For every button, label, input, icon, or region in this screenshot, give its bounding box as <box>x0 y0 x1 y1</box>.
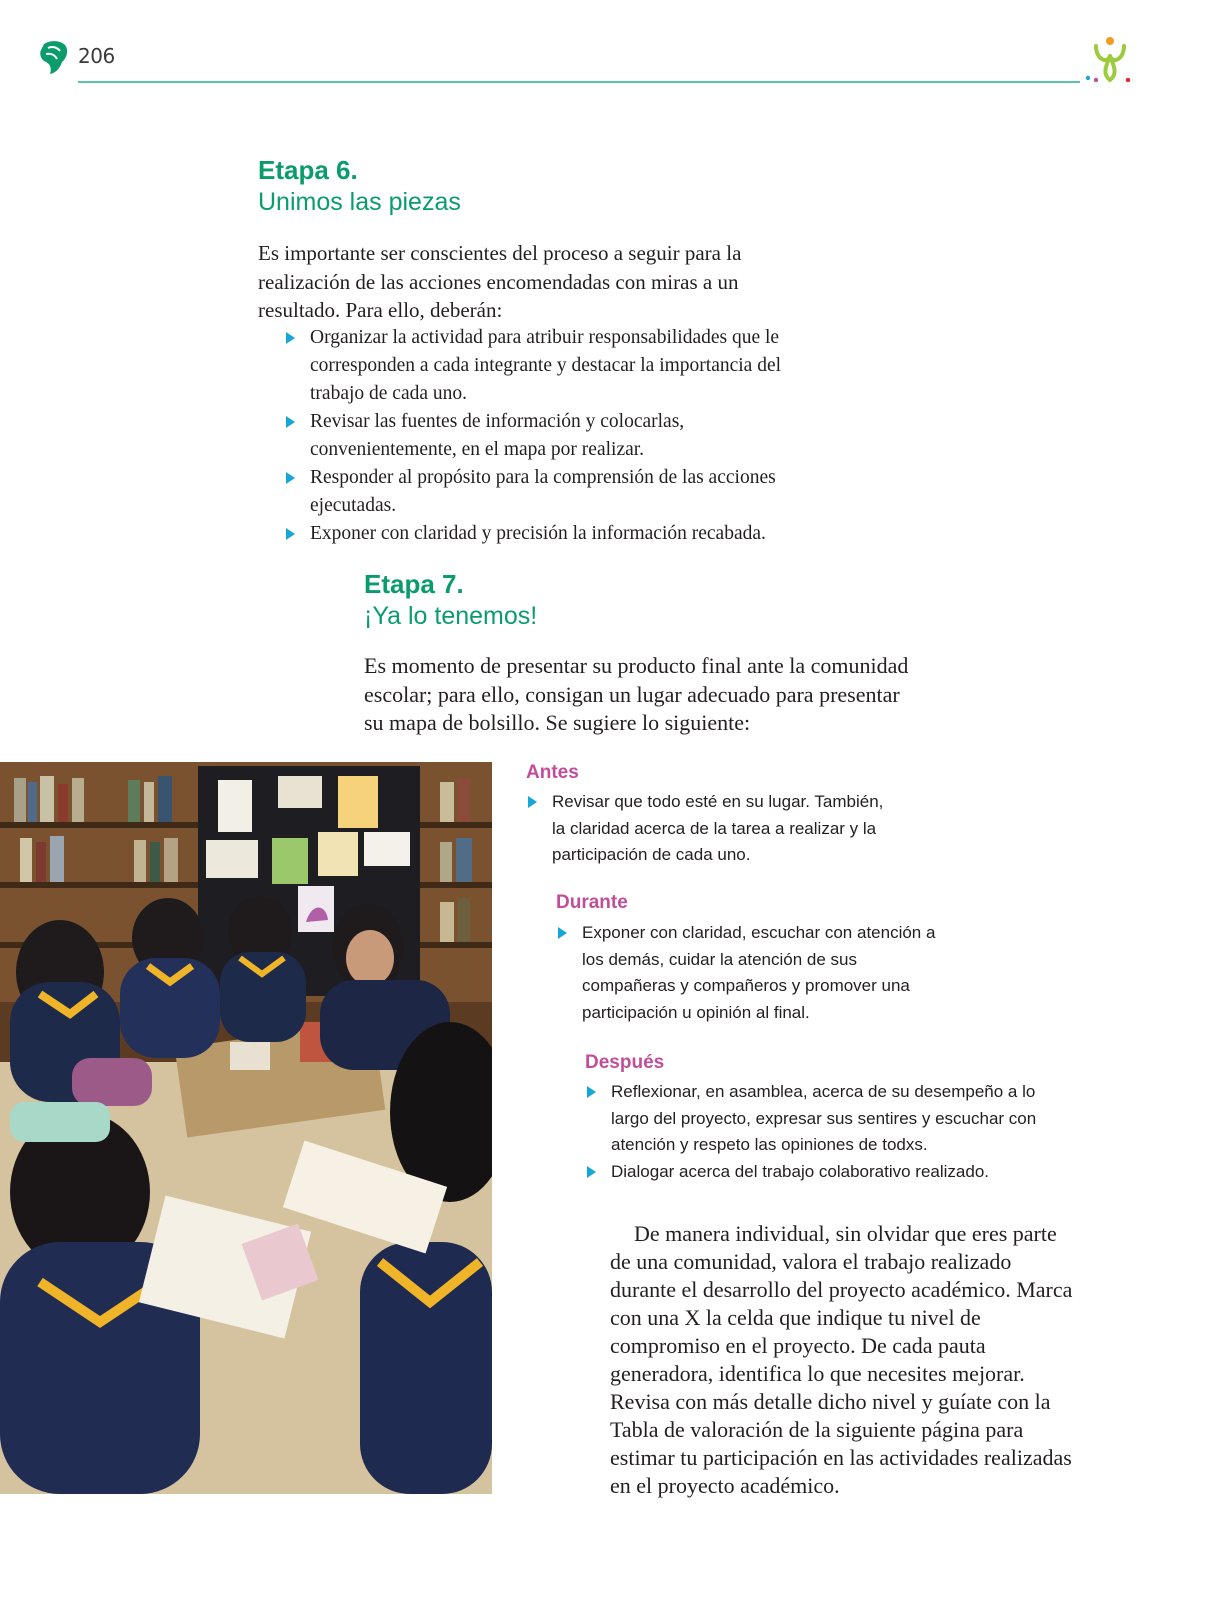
triangle-bullet-icon <box>587 1086 596 1098</box>
list-item: Responder al propósito para la comprensión de las acciones ejecutadas. <box>284 464 814 520</box>
triangle-bullet-icon <box>558 927 567 939</box>
before-bullet-list <box>526 789 896 869</box>
list-item: Reflexionar, en asamblea, acerca de su desempeño a lo largo del proyecto, expresar sus sentires y escuchar con atención y respeto las opiniones de todxs. <box>585 1079 1045 1159</box>
stage7-title: ¡Ya lo tenemos! <box>364 602 538 630</box>
closing-paragraph: De manera individual, sin olvidar que eres parte de una comunidad, valora el trabajo realizado durante el desarrollo del proyecto académico. Marca con una X la celda que indique tu nivel de compromiso en el proyecto. De cada pauta generadora, identifica lo que necesites mejorar. Revisa con más detalle dicho nivel y guíate con la Tabla de valoración de la siguiente página para estimar tu participación en las actividades realizadas en el proyecto académico. <box>610 1221 1073 1498</box>
list-item: Exponer con claridad, escuchar con atención a los demás, cuidar la atención de sus compañeras y compañeros y promover una participación u opinión al final. <box>556 920 946 1026</box>
during-bullet-list <box>556 920 946 1026</box>
colorful-figure-logo-icon <box>1082 34 1136 86</box>
during-heading: Durante <box>556 892 628 913</box>
stage7-intro: Es momento de presentar su producto final ante la comunidad escolar; para ello, consigan un lugar adecuado para presentar su mapa de bolsillo. Se sugiere lo siguiente: <box>364 653 909 735</box>
before-heading: Antes <box>526 762 579 783</box>
list-item: Dialogar acerca del trabajo colaborativo realizado. <box>585 1159 1045 1186</box>
triangle-bullet-icon <box>286 472 295 484</box>
stage7-heading <box>364 568 537 632</box>
list-item: Exponer con claridad y precisión la información recabada. <box>284 520 814 548</box>
header-divider <box>78 81 1080 83</box>
after-heading: Después <box>585 1052 665 1073</box>
list-item: Revisar las fuentes de información y colocarlas, convenientemente, en el mapa por realizar. <box>284 408 814 464</box>
list-item: Revisar que todo esté en su lugar. También, la claridad acerca de la tarea a realizar y la participación de cada uno. <box>526 789 896 869</box>
triangle-bullet-icon <box>528 796 537 808</box>
stage7-number: Etapa 7. <box>364 569 464 599</box>
after-bullet-list <box>585 1079 1045 1185</box>
triangle-bullet-icon <box>286 332 295 344</box>
stage6-bullet-list <box>284 324 814 548</box>
page-number: 206 <box>78 44 115 68</box>
triangle-bullet-icon <box>286 416 295 428</box>
stage6-intro: Es importante ser conscientes del proceso a seguir para la realización de las acciones encomendadas con miras a un resultado. Para ello, deberán: <box>258 241 742 322</box>
stage6-title: Unimos las piezas <box>258 188 461 216</box>
triangle-bullet-icon <box>587 1166 596 1178</box>
triangle-bullet-icon <box>286 528 295 540</box>
list-item: Organizar la actividad para atribuir responsabilidades que le corresponden a cada integrante y destacar la importancia del trabajo de cada uno. <box>284 324 814 408</box>
stage6-heading <box>258 154 461 218</box>
classroom-photo <box>0 762 492 1494</box>
stage6-number: Etapa 6. <box>258 155 358 185</box>
green-leaf-icon <box>38 38 70 76</box>
